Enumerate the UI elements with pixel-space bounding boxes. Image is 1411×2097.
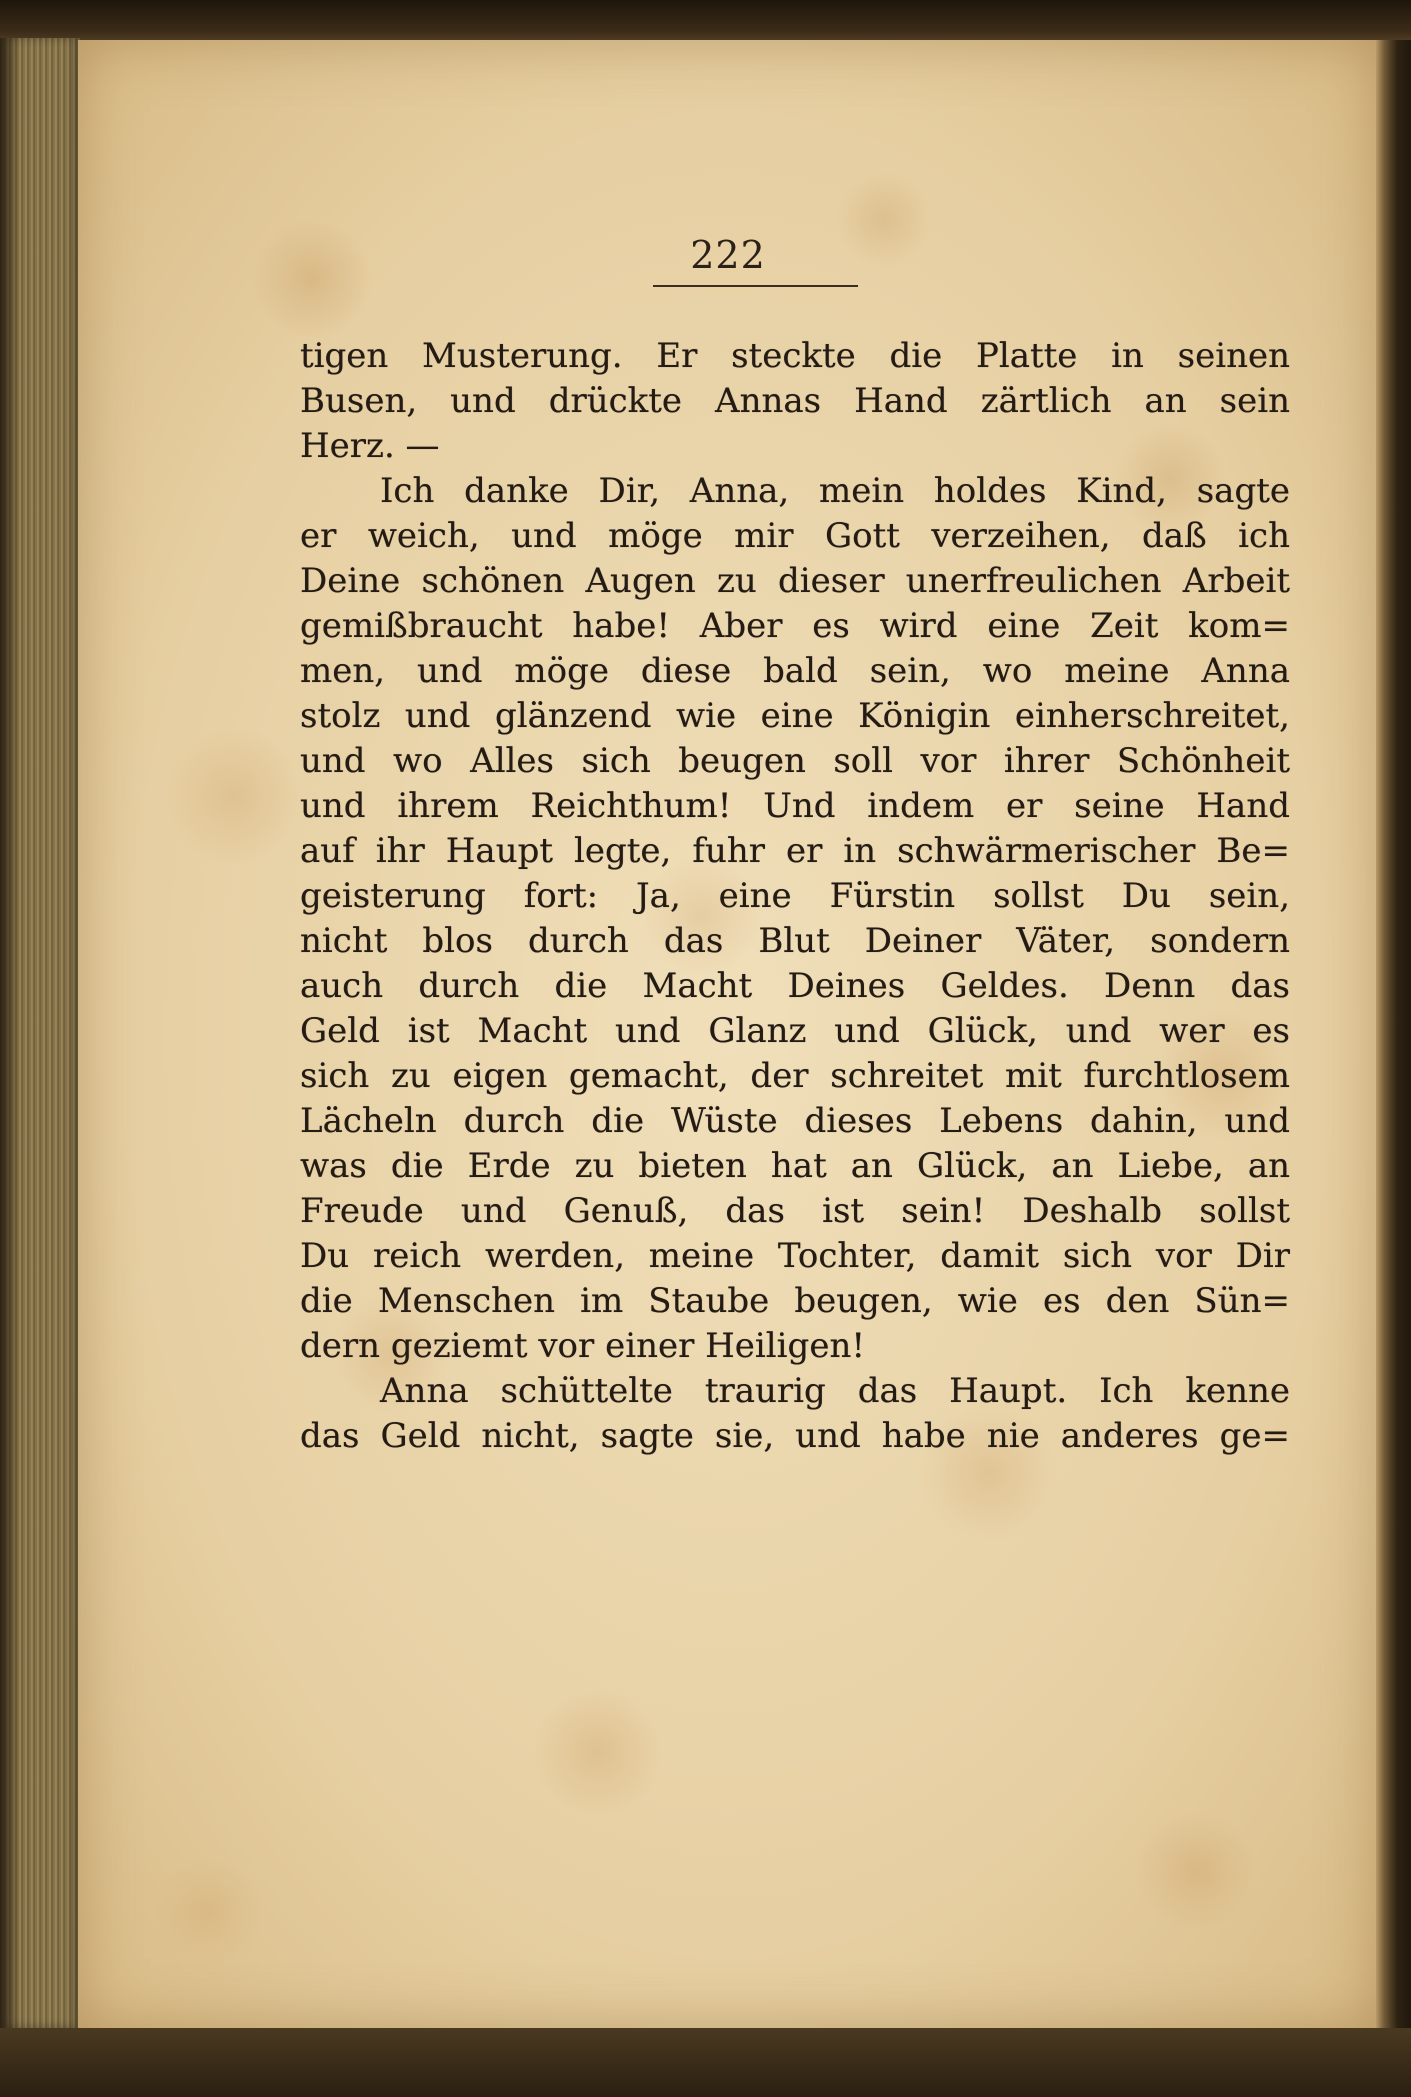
text-line: Geld ist Macht und Glanz und Glück, und wer es: [300, 1011, 1290, 1051]
text-line: tigen Musterung. Er steckte die Platte in seinen: [300, 336, 1290, 376]
text-line: men, und möge diese bald sein, wo meine Anna: [300, 651, 1290, 691]
text-line: Herz. —: [300, 426, 440, 466]
text-line: dern geziemt vor einer Heiligen!: [300, 1326, 866, 1366]
text-line: sich zu eigen gemacht, der schreitet mit furchtlosem: [300, 1056, 1290, 1096]
page-number: 222: [690, 233, 766, 277]
text-line: und wo Alles sich beugen soll vor ihrer Schönheit: [300, 741, 1290, 781]
text-line: auch durch die Macht Deines Geldes. Denn das: [300, 966, 1290, 1006]
text-line: die Menschen im Staube beugen, wie es den Sün=: [300, 1281, 1290, 1321]
spine-shadow: [0, 38, 20, 2028]
text-line: auf ihr Haupt legte, fuhr er in schwärmerischer Be=: [300, 831, 1290, 871]
text-line: Lächeln durch die Wüste dieses Lebens dahin, und: [300, 1101, 1290, 1141]
text-line: Ich danke Dir, Anna, mein holdes Kind, sagte: [380, 471, 1290, 511]
text-line: geisterung fort: Ja, eine Fürstin sollst Du sein,: [300, 876, 1290, 916]
text-line: gemißbraucht habe! Aber es wird eine Zeit kom=: [300, 606, 1290, 646]
text-line: er weich, und möge mir Gott verzeihen, daß ich: [300, 516, 1290, 556]
text-line: das Geld nicht, sagte sie, und habe nie anderes ge=: [300, 1416, 1290, 1456]
binding-bottom-edge: [0, 2028, 1411, 2097]
text-line: Anna schüttelte traurig das Haupt. Ich kenne: [380, 1371, 1290, 1411]
torn-right-edge: [1376, 40, 1411, 2030]
binding-top-edge: [0, 0, 1411, 45]
text-line: und ihrem Reichthum! Und indem er seine Hand: [300, 786, 1290, 826]
page-header: [78, 232, 1378, 278]
header-rule: [653, 285, 858, 287]
text-line: nicht blos durch das Blut Deiner Väter, sondern: [300, 921, 1290, 961]
text-line: stolz und glänzend wie eine Königin einherschreitet,: [300, 696, 1290, 736]
text-line: Busen, und drückte Annas Hand zärtlich an sein: [300, 381, 1290, 421]
text-line: Du reich werden, meine Tochter, damit sich vor Dir: [300, 1236, 1290, 1276]
text-line: Freude und Genuß, das ist sein! Deshalb sollst: [300, 1191, 1290, 1231]
text-line: was die Erde zu bieten hat an Glück, an Liebe, an: [300, 1146, 1290, 1186]
paper-page: [78, 40, 1378, 2030]
text-line: Deine schönen Augen zu dieser unerfreulichen Arbeit: [300, 561, 1290, 601]
